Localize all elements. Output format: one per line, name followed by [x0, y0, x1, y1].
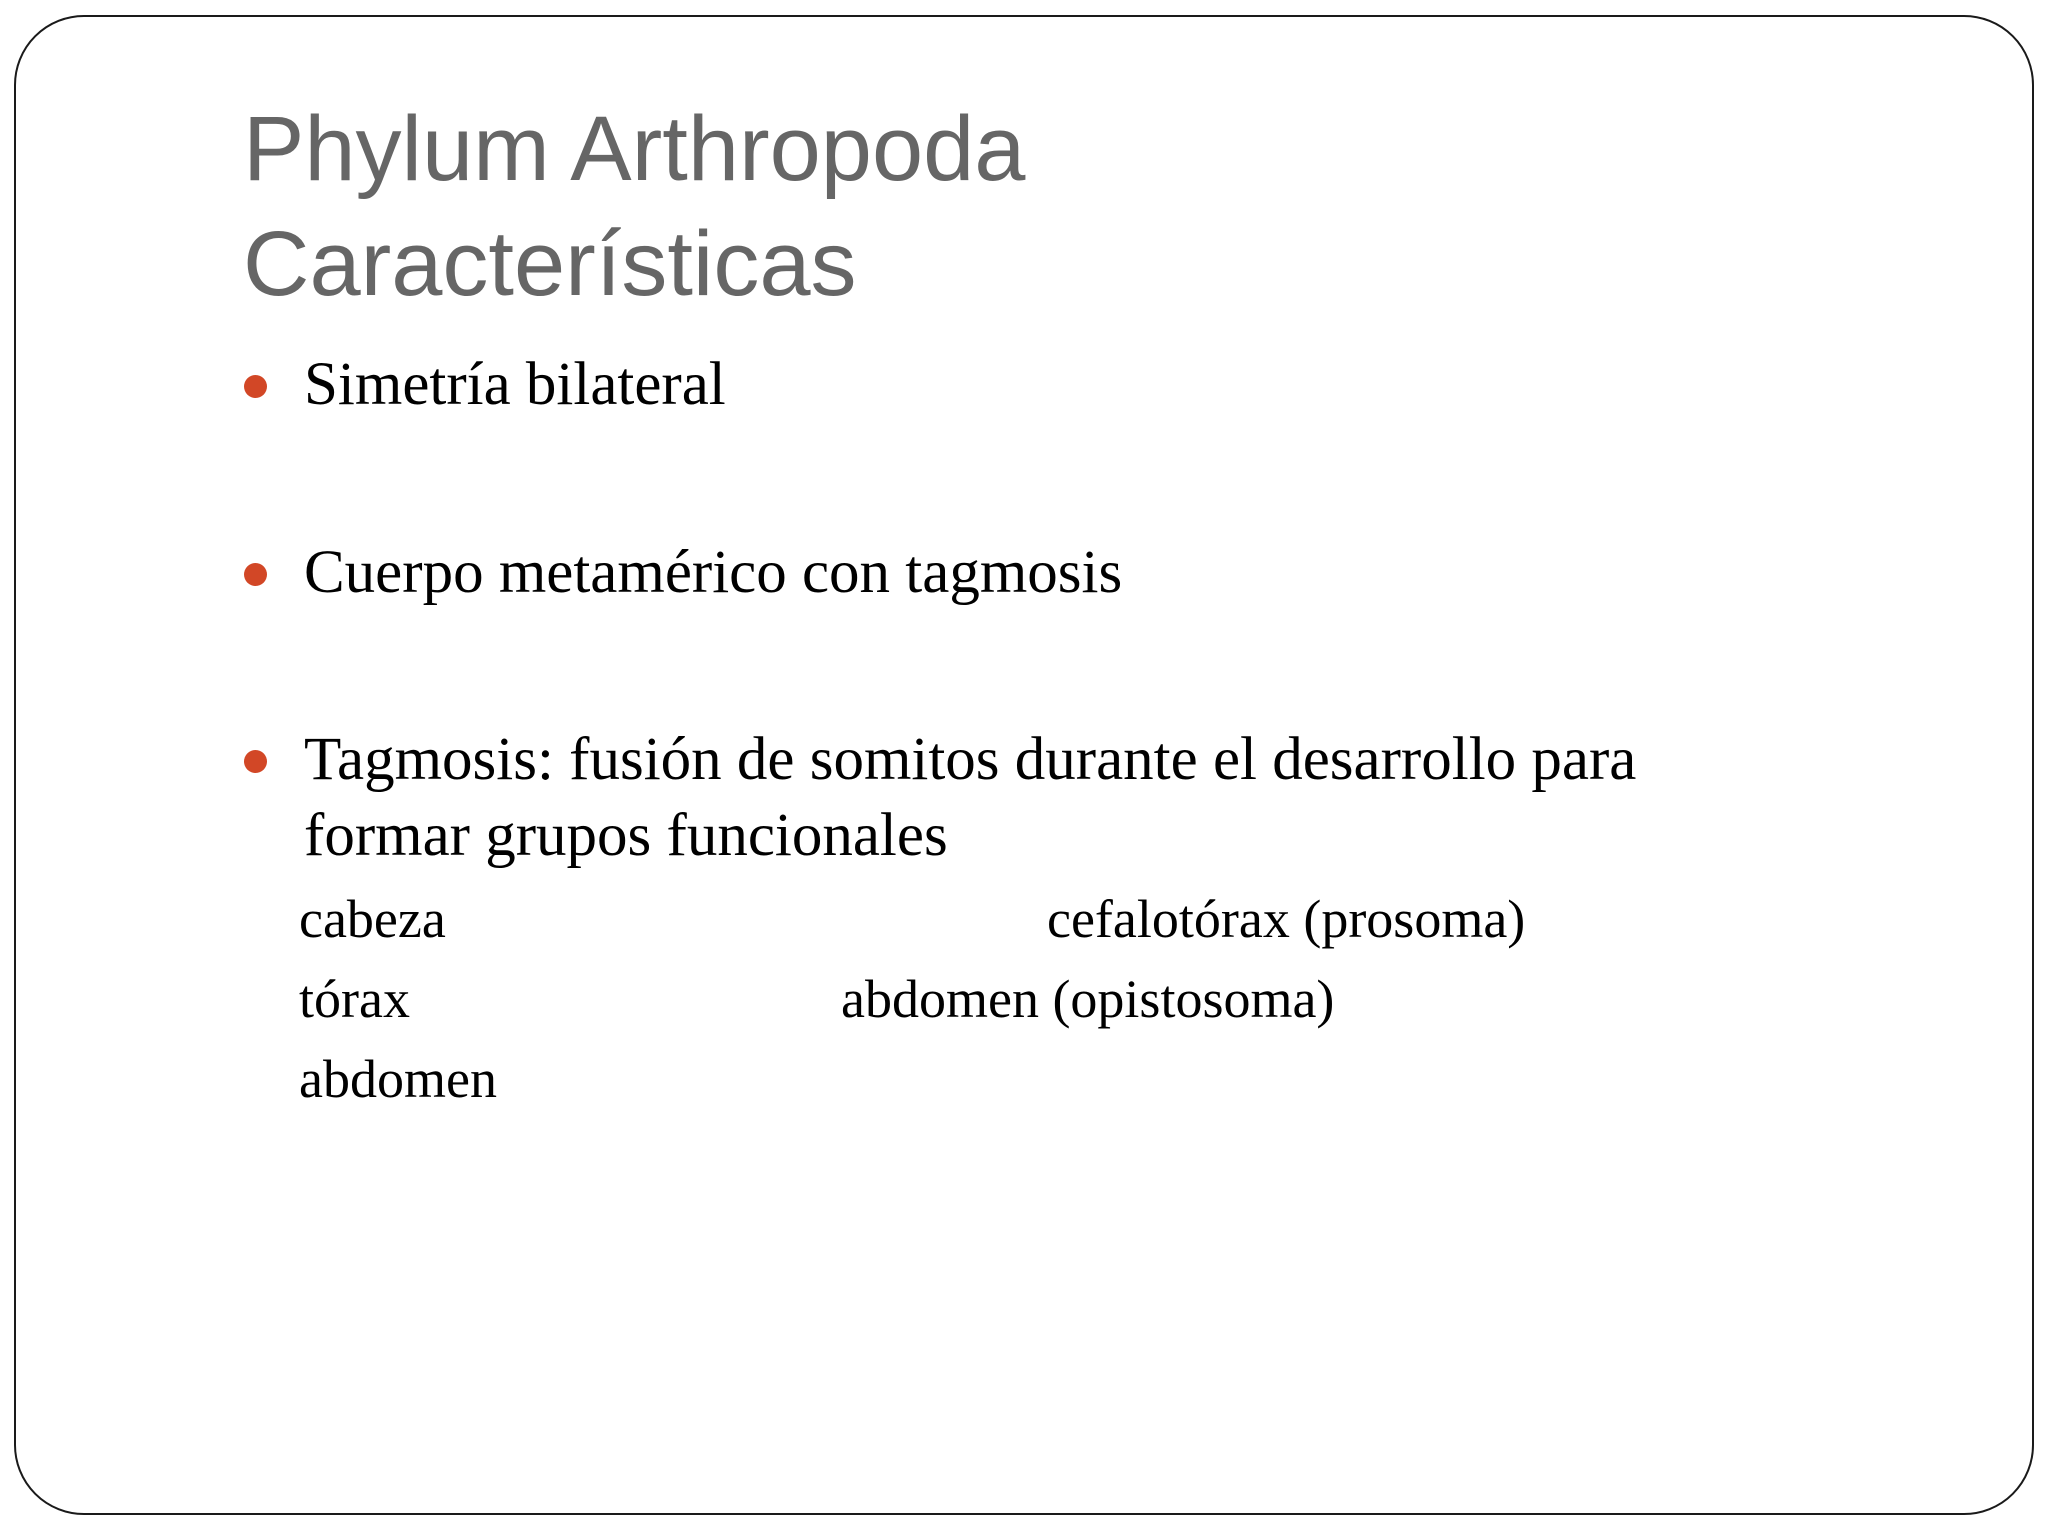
- bullet-text: Simetría bilateral: [304, 351, 726, 418]
- bullet-dot-icon: [244, 563, 267, 586]
- tagma-head: cabeza: [299, 889, 446, 949]
- bullet-item-symmetry: [244, 347, 1844, 427]
- bullet-text-line-1: Tagmosis: fusión de somitos durante el desarrollo para: [304, 726, 1637, 793]
- tagma-abdomen: abdomen: [299, 1049, 497, 1109]
- slide-title: [243, 92, 1025, 322]
- title-line-1: Phylum Arthropoda: [243, 98, 1026, 200]
- title-line-2: Características: [243, 213, 857, 315]
- slide-frame: [14, 15, 2034, 1515]
- tagma-cephalothorax: cefalotórax (prosoma): [1047, 889, 1526, 949]
- bullet-item-metamerism: [244, 535, 1844, 615]
- bullet-text: Cuerpo metamérico con tagmosis: [304, 539, 1123, 606]
- tagma-thorax: tórax: [299, 969, 410, 1029]
- bullet-dot-icon: [244, 375, 267, 398]
- bullet-item-tagmosis: [244, 722, 1844, 882]
- bullet-dot-icon: [244, 750, 267, 773]
- tagma-opisthosoma: abdomen (opistosoma): [841, 969, 1335, 1029]
- bullet-text-line-2: formar grupos funcionales: [304, 802, 948, 869]
